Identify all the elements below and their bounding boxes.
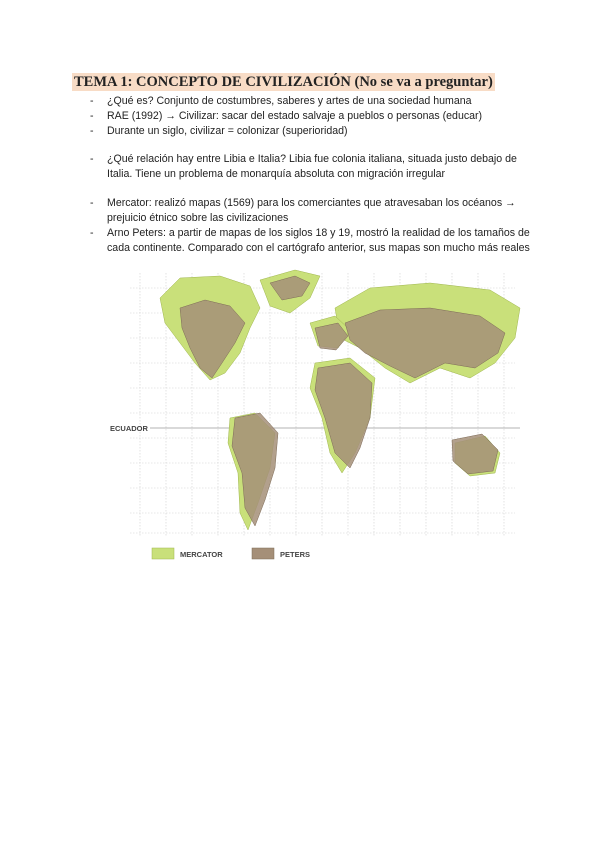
bullet-text: ¿Qué es? Conjunto de costumbres, saberes y artes de una sociedad humana <box>107 95 472 107</box>
bullet-text: Arno Peters: a partir de mapas de los siglos 18 y 19, mostró la realidad de los tamaños de cada continente. Comparado con el cartógrafo anterior, sus mapas son mucho más reales <box>107 227 530 254</box>
list-item: - Arno Peters: a partir de mapas de los siglos 18 y 19, mostró la realidad de los tamaños de cada continente. Comparado con el cartógrafo anterior, sus mapas son mucho más reales <box>90 227 530 254</box>
bullet-text: ¿Qué relación hay entre Libia e Italia? Libia fue colonia italiana, situada justo debajo de Italia. Tiene un problema de monarquía absoluta con migración irregular <box>107 153 517 180</box>
list-item: - RAE (1992) → Civilizar: sacar del estado salvaje a pueblos o personas (educar) <box>90 110 483 122</box>
list-item: - Mercator: realizó mapas (1569) para los comerciantes que atravesaban los océanos → prejuicio étnico sobre las civilizaciones <box>90 197 516 224</box>
legend-swatch-mercator <box>152 548 174 559</box>
bullet-text: RAE (1992) → Civilizar: sacar del estado salvaje a pueblos o personas (educar) <box>107 110 483 122</box>
legend-label-mercator: MERCATOR <box>180 550 223 559</box>
bullet-list-libia <box>90 152 530 182</box>
bullet-text: Durante un siglo, civilizar = colonizar (superioridad) <box>107 125 348 137</box>
map-figure <box>110 268 525 568</box>
map-legend <box>152 548 310 559</box>
bullet-text: Mercator: realizó mapas (1569) para los comerciantes que atravesaban los océanos → prejuicio étnico sobre las civilizaciones <box>107 197 516 224</box>
world-map-comparison <box>110 268 525 568</box>
list-item: - Durante un siglo, civilizar = colonizar (superioridad) <box>90 125 348 137</box>
equator-label: ECUADOR <box>110 424 148 433</box>
legend-label-peters: PETERS <box>280 550 311 559</box>
list-item: - ¿Qué relación hay entre Libia e Italia? Libia fue colonia italiana, situada justo debajo de Italia. Tiene un problema de monarquía absoluta con migración irregular <box>90 153 517 180</box>
bullet-list-maps <box>90 196 530 256</box>
list-item: - ¿Qué es? Conjunto de costumbres, saberes y artes de una sociedad humana <box>90 95 472 107</box>
bullet-list-intro <box>90 94 530 139</box>
legend-swatch-peters <box>252 548 274 559</box>
page-title: TEMA 1: CONCEPTO DE CIVILIZACIÓN (No se va a preguntar) <box>74 74 493 90</box>
